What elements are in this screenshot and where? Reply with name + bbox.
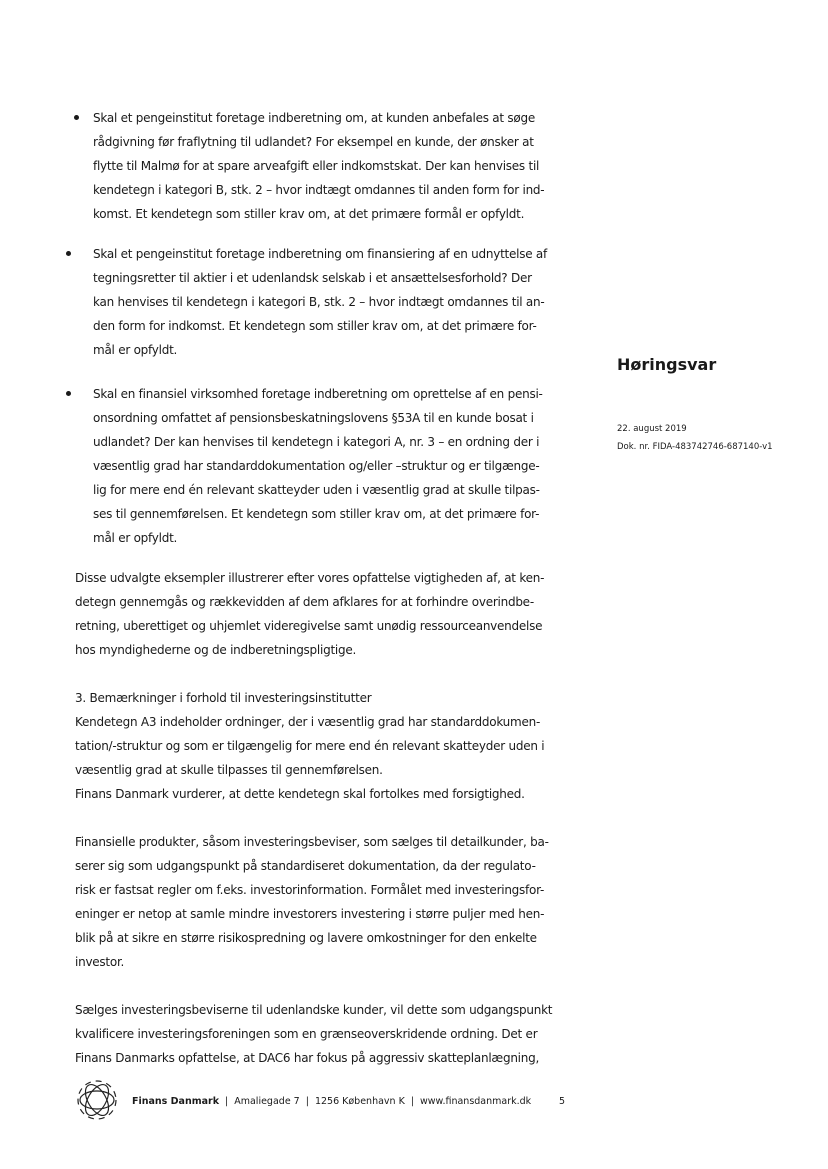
footer-separator: |: [410, 1096, 415, 1107]
footer-city: 1256 København K: [314, 1096, 405, 1107]
footer-separator: |: [305, 1096, 309, 1107]
paragraph-line: Finansielle produkter, såsom investeringsbeviser, som sælges til detailkunder, ba-: [75, 835, 549, 849]
section-heading: 3. Bemærkninger i forhold til investeringsinstitutter: [75, 691, 372, 705]
paragraph-line: eninger er netop at samle mindre investorers investering i større puljer med hen-: [75, 907, 545, 921]
bullet-2-line: den form for indkomst. Et kendetegn som stiller krav om, at det primære for-: [93, 319, 537, 333]
bullet-marker: [74, 115, 79, 120]
paragraph-line: risk er fastsat regler om f.eks. investorinformation. Formålet med investeringsfor-: [75, 883, 545, 897]
paragraph-line: Finans Danmarks opfattelse, at DAC6 har fokus på aggressiv skatteplanlægning,: [75, 1051, 540, 1065]
bullet-3-line: væsentlig grad har standarddokumentation og/eller –struktur og er tilgænge-: [93, 459, 540, 473]
bullet-1-line: Skal et pengeinstitut foretage indberetning om, at kunden anbefales at søge: [93, 111, 535, 125]
bullet-1-line: flytte til Malmø for at spare arveafgift eller indkomstskat. Der kan henvises til: [93, 159, 540, 173]
paragraph-line: tation/-struktur og som er tilgængelig for mere end én relevant skatteyder uden i: [75, 739, 545, 753]
finans-danmark-logo-icon: [75, 1078, 119, 1122]
bullet-3-line: Skal en finansiel virksomhed foretage indberetning om oprettelse af en pensi-: [93, 387, 543, 401]
sidebar-title: Høringsvar: [617, 355, 717, 374]
bullet-2-line: mål er opfyldt.: [93, 343, 178, 357]
paragraph-line: Kendetegn A3 indeholder ordninger, der i væsentlig grad har standarddokumen-: [75, 715, 541, 729]
page-number: 5: [559, 1096, 566, 1107]
footer-address: Amaliegade 7: [234, 1096, 300, 1107]
bullet-2-line: Skal et pengeinstitut foretage indberetning om finansiering af en udnyttelse af: [93, 247, 547, 261]
bullet-1-line: komst. Et kendetegn som stiller krav om, at det primære formål er opfyldt.: [93, 207, 525, 221]
bullet-marker: [66, 251, 71, 256]
paragraph-line: Finans Danmark vurderer, at dette kendetegn skal fortolkes med forsigtighed.: [75, 787, 525, 801]
paragraph-line: retning, uberettiget og uhjemlet videregivelse samt unødig ressourceanvendelse: [75, 619, 543, 633]
paragraph-line: Sælges investeringsbeviserne til udenlandske kunder, vil dette som udgangspunkt: [75, 1003, 553, 1017]
bullet-1-line: rådgivning før fraflytning til udlandet? For eksempel en kunde, der ønsker at: [93, 135, 534, 149]
paragraph-line: blik på at sikre en større risikospredning og lavere omkostninger for den enkelte: [75, 931, 537, 945]
bullet-3-line: mål er opfyldt.: [93, 531, 178, 545]
paragraph-line: kvalificere investeringsforeningen som en grænseoverskridende ordning. Det er: [75, 1027, 538, 1041]
paragraph-line: Disse udvalgte eksempler illustrerer efter vores opfattelse vigtigheden af, at ken-: [75, 571, 545, 585]
paragraph-line: serer sig som udgangspunkt på standardiseret dokumentation, da der regulato-: [75, 859, 536, 873]
footer-website-link[interactable]: www.finansdanmark.dk: [420, 1096, 532, 1107]
footer-separator: |: [225, 1096, 229, 1107]
paragraph-line: investor.: [75, 955, 125, 969]
bullet-3-line: udlandet? Der kan henvises til kendetegn i kategori A, nr. 3 – en ordning der i: [93, 435, 540, 449]
bullet-3-line: ses til gennemførelsen. Et kendetegn som stiller krav om, at det primære for-: [93, 507, 540, 521]
paragraph-line: detegn gennemgås og rækkevidden af dem afklares for at forhindre overindbe-: [75, 595, 534, 609]
document-number: Dok. nr. FIDA-483742746-687140-v1: [617, 442, 773, 452]
bullet-3-line: onsordning omfattet af pensionsbeskatningslovens §53A til en kunde bosat i: [93, 411, 534, 425]
footer: [132, 1095, 531, 1109]
bullet-marker: [66, 391, 71, 396]
document-date: 22. august 2019: [617, 424, 687, 434]
bullet-2-line: kan henvises til kendetegn i kategori B, stk. 2 – hvor indtægt omdannes til an-: [93, 295, 545, 309]
paragraph-line: væsentlig grad at skulle tilpasses til gennemførelsen.: [75, 763, 383, 777]
paragraph-line: hos myndighederne og de indberetningspligtige.: [75, 643, 357, 657]
bullet-2-line: tegningsretter til aktier i et udenlandsk selskab i et ansættelsesforhold? Der: [93, 271, 532, 285]
footer-org: Finans Danmark: [132, 1096, 220, 1107]
bullet-3-line: lig for mere end én relevant skatteyder uden i væsentlig grad at skulle tilpas-: [93, 483, 540, 497]
bullet-1-line: kendetegn i kategori B, stk. 2 – hvor indtægt omdannes til anden form for ind-: [93, 183, 545, 197]
